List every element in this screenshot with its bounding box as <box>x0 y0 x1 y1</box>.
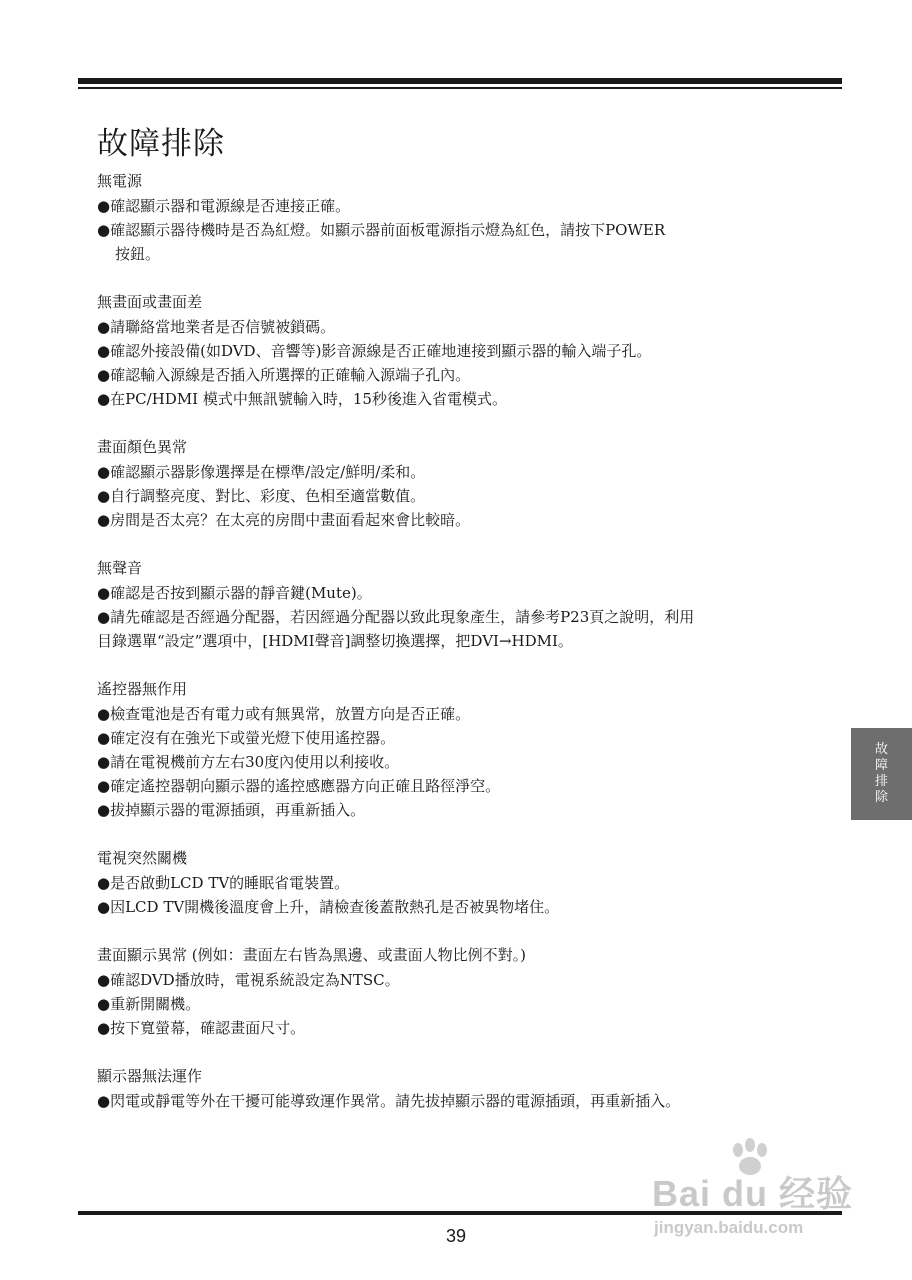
section-heading: 無聲音 <box>97 559 143 577</box>
list-item: ●確認顯示器和電源線是否連接正確。 <box>97 197 351 215</box>
top-rule <box>78 78 842 84</box>
side-tab-char: 故 <box>874 742 888 757</box>
side-tab-char: 除 <box>874 790 888 805</box>
list-item: ●確認DVD播放時，電視系統設定為NTSC。 <box>97 971 400 989</box>
section-heading: 電視突然關機 <box>97 849 188 867</box>
list-item: ●確認顯示器影像選擇是在標準/設定/鮮明/柔和。 <box>97 463 426 481</box>
list-item: ●請在電視機前方左右30度內使用以利接收。 <box>97 753 400 771</box>
list-item: ●請先確認是否經過分配器，若因經過分配器以致此現象產生，請參考P23頁之說明，利用 <box>97 608 695 626</box>
section <box>97 678 839 822</box>
watermark-url: jingyan.baidu.com <box>654 1218 804 1237</box>
list-item: 目錄選單“設定”選項中，[HDMI聲音]調整切換選擇，把DVI→HDMI。 <box>97 632 573 650</box>
section <box>97 170 839 266</box>
list-item: ●在PC/HDMI 模式中無訊號輸入時，15秒後進入省電模式。 <box>97 390 507 408</box>
list-item: ●拔掉顯示器的電源插頭，再重新插入。 <box>97 801 366 819</box>
section-heading: 無電源 <box>97 172 143 190</box>
top-rule-thin <box>78 87 842 89</box>
list-item: ●確認輸入源線是否插入所選擇的正確輸入源端子孔內。 <box>97 366 471 384</box>
list-item: ●確認是否按到顯示器的靜音鍵(Mute)。 <box>97 584 372 602</box>
list-item: ●檢查電池是否有電力或有無異常，放置方向是否正確。 <box>97 705 471 723</box>
section-heading: 畫面顯示異常 (例如：畫面左右皆為黑邊、或畫面人物比例不對。) <box>97 946 526 964</box>
list-item: ●按下寬螢幕，確認畫面尺寸。 <box>97 1019 306 1037</box>
section <box>97 557 839 653</box>
side-tab-char: 排 <box>874 774 888 789</box>
list-item: ●因LCD TV開機後溫度會上升，請檢查後蓋散熱孔是否被異物堵住。 <box>97 898 560 916</box>
section-heading: 遙控器無作用 <box>97 680 188 698</box>
list-item: ●自行調整亮度、對比、彩度、色相至適當數值。 <box>97 487 426 505</box>
side-tab <box>851 728 912 820</box>
list-item: ●確定遙控器朝向顯示器的遙控感應器方向正確且路徑淨空。 <box>97 777 501 795</box>
troubleshooting-content <box>97 170 839 1138</box>
section-heading: 顯示器無法運作 <box>97 1067 203 1085</box>
watermark <box>652 1138 872 1248</box>
list-item: 按鈕。 <box>115 245 161 263</box>
list-item: ●閃電或靜電等外在干擾可能導致運作異常。請先拔掉顯示器的電源插頭，再重新插入。 <box>97 1092 681 1110</box>
section-heading: 畫面顏色異常 <box>97 438 188 456</box>
list-item: ●重新開關機。 <box>97 995 201 1013</box>
section <box>97 944 839 1040</box>
list-item: ●是否啟動LCD TV的睡眠省電裝置。 <box>97 874 350 892</box>
section <box>97 1065 839 1113</box>
page-number: 39 <box>445 1226 467 1246</box>
side-tab-char: 障 <box>874 758 888 773</box>
list-item: ●房間是否太亮？在太亮的房間中畫面看起來會比較暗。 <box>97 511 471 529</box>
list-item: ●確定沒有在強光下或螢光燈下使用遙控器。 <box>97 729 396 747</box>
section <box>97 436 839 532</box>
list-item: ●確認顯示器待機時是否為紅燈。如顯示器前面板電源指示燈為紅色，請按下POWER <box>97 221 666 239</box>
section-heading: 無畫面或畫面差 <box>97 293 203 311</box>
section <box>97 291 839 411</box>
list-item: ●確認外接設備(如DVD、音響等)影音源線是否正確地連接到顯示器的輸入端子孔。 <box>97 342 652 360</box>
list-item: ●請聯絡當地業者是否信號被鎖碼。 <box>97 318 336 336</box>
section <box>97 847 839 919</box>
watermark-logo: Bai du 经验 <box>652 1173 854 1214</box>
page-title: 故障排除 <box>97 126 225 162</box>
